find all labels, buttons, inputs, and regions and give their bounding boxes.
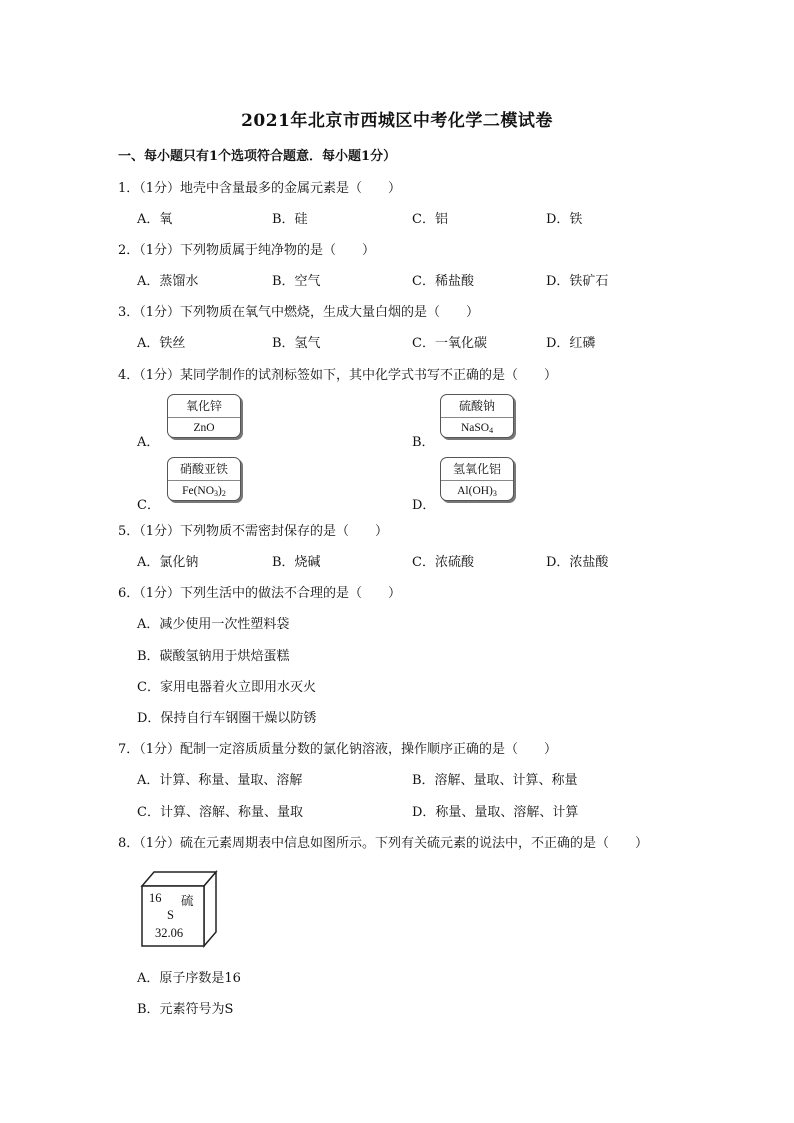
- q7-option-d: D．称量、量取、溶解、计算: [412, 805, 579, 820]
- reagent-label-a-formula: ZnO: [193, 422, 215, 434]
- element-name: 硫: [181, 894, 194, 908]
- section-heading: 一、每小题只有1个选项符合题意．每小题1分）: [118, 149, 397, 164]
- q2-option-a: A．蒸馏水: [137, 274, 199, 289]
- reagent-label-d-formula: $Al(OH)_3$: [457, 485, 497, 498]
- reagent-label-c-name: 硝酸亚铁: [168, 458, 240, 481]
- q3-option-b: B．氢气: [272, 336, 321, 351]
- q1-option-c: C．铝: [412, 212, 448, 227]
- reagent-label-d-name: 氢氧化铝: [441, 458, 513, 481]
- reagent-label-b-name: 硫酸钠: [441, 395, 513, 418]
- reagent-label-d: [440, 457, 514, 501]
- q8-option-b: B．元素符号为S: [137, 1002, 234, 1017]
- q1-option-d: D．铁: [546, 212, 583, 227]
- q2-option-d: D．铁矿石: [546, 274, 609, 289]
- q7-option-b: B．溶解、量取、计算、称量: [412, 773, 578, 788]
- q6-option-c: C．家用电器着火立即用水灭火: [137, 680, 316, 695]
- q7-option-a: A．计算、称量、量取、溶解: [137, 773, 303, 788]
- exam-title: 2021年北京市西城区中考化学二模试卷: [241, 111, 553, 131]
- q4-option-d: D．: [412, 498, 436, 513]
- reagent-label-a: [167, 394, 241, 438]
- element-symbol: S: [167, 908, 174, 922]
- q5-option-a: A．氯化钠: [137, 555, 199, 570]
- q3-option-d: D．红磷: [546, 336, 596, 351]
- q7-option-c: C．计算、溶解、称量、量取: [137, 805, 303, 820]
- reagent-label-c-formula: $Fe(NO_3)_2$: [182, 485, 226, 498]
- question-6-stem: 6．（1分）下列生活中的做法不合理的是（ ）: [118, 586, 402, 601]
- q6-option-d: D．保持自行车钢圈干燥以防锈: [137, 711, 317, 726]
- question-3-stem: 3．（1分）下列物质在氧气中燃烧，生成大量白烟的是（ ）: [118, 305, 480, 320]
- q3-option-a: A．铁丝: [137, 336, 186, 351]
- q2-option-b: B．空气: [272, 274, 321, 289]
- question-8-stem: 8．（1分）硫在元素周期表中信息如图所示。下列有关硫元素的说法中，不正确的是（ ）: [118, 836, 649, 851]
- reagent-label-c: [167, 457, 241, 501]
- q3-option-c: C．一氧化碳: [412, 336, 487, 351]
- question-7-stem: 7．（1分）配制一定溶质质量分数的氯化钠溶液，操作顺序正确的是（ ）: [118, 742, 558, 757]
- question-5-stem: 5．（1分）下列物质不需密封保存的是（ ）: [118, 524, 389, 539]
- q5-option-d: D．浓盐酸: [546, 555, 609, 570]
- q2-option-c: C．稀盐酸: [412, 274, 474, 289]
- q5-option-b: B．烧碱: [272, 555, 321, 570]
- q5-option-c: C．浓硫酸: [412, 555, 474, 570]
- sulfur-element-cube: [138, 868, 220, 948]
- reagent-label-b-formula: NaSO$_4$: [460, 422, 494, 435]
- element-atomic-mass: 32.06: [155, 926, 184, 940]
- element-atomic-number: 16: [149, 891, 162, 905]
- q4-option-b: B．: [412, 435, 435, 450]
- q4-option-a: A．: [137, 435, 160, 450]
- q4-option-c: C．: [137, 498, 160, 513]
- question-2-stem: 2．（1分）下列物质属于纯净物的是（ ）: [118, 243, 376, 258]
- q6-option-b: B．碳酸氢钠用于烘焙蛋糕: [137, 649, 290, 664]
- question-4-stem: 4．（1分）某同学制作的试剂标签如下，其中化学式书写不正确的是（ ）: [118, 368, 558, 383]
- q6-option-a: A．减少使用一次性塑料袋: [137, 617, 290, 632]
- reagent-label-a-name: 氧化锌: [168, 395, 240, 418]
- reagent-label-b: [440, 394, 514, 438]
- q8-option-a: A．原子序数是16: [137, 971, 241, 986]
- q1-option-b: B．硅: [272, 212, 308, 227]
- question-1-stem: 1．（1分）地壳中含量最多的金属元素是（ ）: [118, 181, 402, 196]
- q1-option-a: A．氧: [137, 212, 173, 227]
